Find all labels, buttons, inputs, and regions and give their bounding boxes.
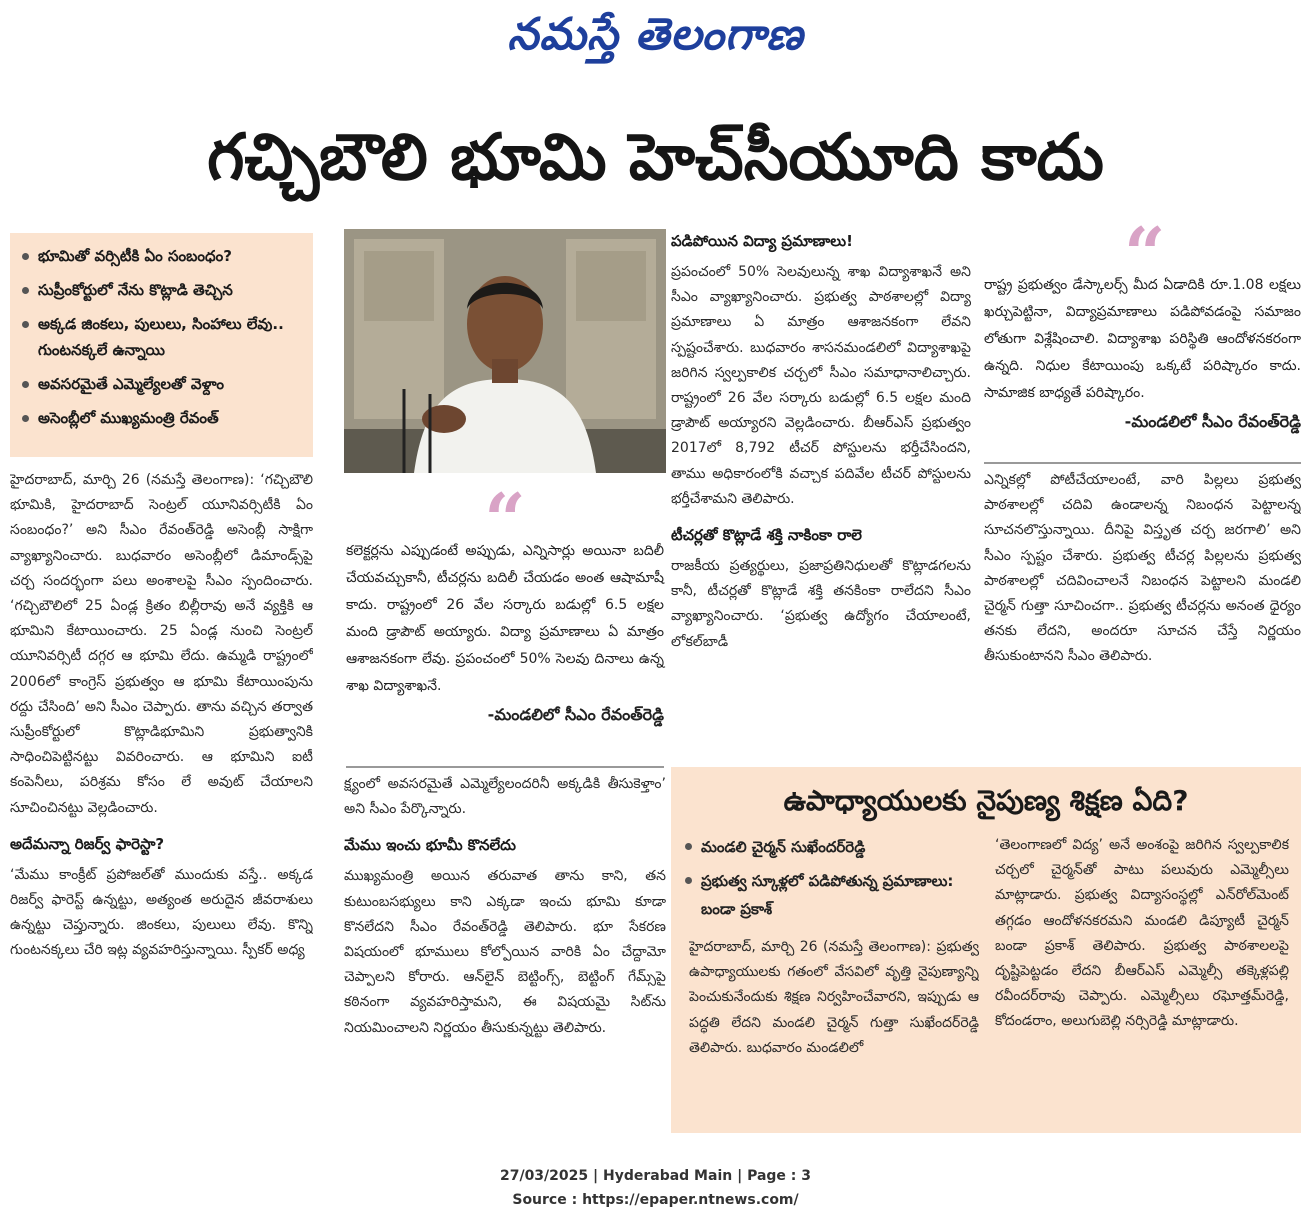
- article-headline: గచ్చిబౌలి భూమి హెచ్‌సీయూది కాదు: [207, 121, 1104, 195]
- source-link: Source : https://epaper.ntnews.com/: [512, 1192, 799, 1208]
- sub-article-bullet: [681, 833, 981, 861]
- newspaper-masthead: నమస్తే తెలంగాణ: [507, 9, 804, 60]
- pull-quote-1: [346, 477, 664, 772]
- edition-info: 27/03/2025 | Hyderabad Main | Page : 3: [499, 1168, 812, 1184]
- speaker-photo-illustration: [344, 229, 666, 473]
- column-2-paragraph: ముఖ్యమంత్రి అయిన తరువాత తాను కాని, తన కుటుంబసభ్యులు కాని ఎక్కడా ఇంచు భూమి కూడా కొనలేదని సీఎం రేవంత్‌రెడ్డి తెలిపారు. భూ సేకరణ విషయంలో భూములు కోల్పోయిన వారికి ఏం చేద్దామో చెప్పాలని కోరారు. ఆన్‌లైన్ బెట్టింగ్స్, బెట్టింగ్ గేమ్స్‌పై కఠినంగా వ్యవహరిస్తామని, ఈ విషయమై సిట్‌ను నియమించాలని నిర్ణయం తీసుకున్నట్టు తెలిపారు.: [344, 868, 666, 1036]
- divider: [984, 462, 1301, 464]
- quote-text: రాష్ట్ర ప్రభుత్వం డేస్కాలర్స్ మీద ఏడాదికి రూ.1.08 లక్షలు ఖర్చుపెట్టినా, విద్యాప్రమాణాలు పడిపోవడంపై సమాజం లోతుగా విశ్లేషించాలి. విద్యాశాఖ పరిస్థితి ఆందోళనకరంగా ఉన్నది. నిధుల కేటాయింపు ఒక్కటే పరిష్కారం కాదు. సామాజిక బాధ్యతే పరిష్కారం.: [984, 277, 1301, 401]
- sub-article-title: ఉపాధ్యాయులకు నైపుణ్య శిక్షణ ఏది?: [783, 784, 1189, 817]
- sub-article-left-text: హైదరాబాద్, మార్చి 26 (నమస్తే తెలంగాణ): ప్రభుత్వ ఉపాధ్యాయులకు గతంలో వేసవిలో వృత్తి నైపుణ్యాన్ని పెంచుకునేందుకు శిక్షణ నిర్వహించేవారని, ఇప్పుడు ఆ పద్ధతి లేదని మండలి చైర్మన్ గుత్తా సుఖేందర్‌రెడ్డి తెలిపారు. బుధవారం మండలిలో: [689, 939, 979, 1056]
- column-4: [984, 468, 1301, 754]
- highlight-item: భూమితో వర్సిటీకి ఏం సంబంధం?: [18, 243, 305, 269]
- column-3-subhead: టీచర్లతో కొట్లాడే శక్తి నాకింకా రాలె: [671, 526, 862, 545]
- column-1: [10, 468, 313, 1138]
- divider: [346, 766, 664, 768]
- quote-signature: -మండలిలో సీఎం రేవంత్‌రెడ్డి: [1124, 412, 1301, 431]
- highlights-box: [10, 233, 313, 457]
- column-2: [344, 772, 666, 1138]
- column-2-subhead: మేము ఇంచు భూమీ కొనలేదు: [344, 836, 516, 855]
- column-4-paragraph: ఎన్నికల్లో పోటీచేయాలంటే, వారి పిల్లలు ప్రభుత్వ పాఠశాలల్లో చదివి ఉండాలన్న నిబంధన పెట్టాలన్న సూచనలొస్తున్నాయి. దీనిపై విస్తృత చర్చ జరగాలి’ అని సీఎం స్పష్టం చేశారు. ప్రభుత్వ టీచర్ల పిల్లలను ప్రభుత్వ పాఠశాలల్లో చదివించాలనే నిబంధన పెట్టాలని మండలి చైర్మన్ గుత్తా సూచించగా.. ప్రభుత్వ టీచర్లను అనంత ధైర్యం తనకు లేదని, అందరూ సూచన చేస్తే నిర్ణయం తీసుకుంటానని సీఎం తెలిపారు.: [984, 472, 1301, 665]
- sub-article-bullets: [681, 833, 981, 923]
- sub-article-box: [671, 767, 1301, 1133]
- highlight-item: అవసరమైతే ఎమ్మెల్యేలతో వెళ్దాం: [18, 371, 305, 397]
- highlight-item: అసెంబ్లీలో ముఖ్యమంత్రి రేవంత్: [18, 405, 305, 431]
- column-3: [671, 228, 971, 760]
- column-3-paragraph: ప్రపంచంలో 50% సెలవులున్న శాఖ విద్యాశాఖనే అని సీఎం వ్యాఖ్యానించారు. ప్రభుత్వ పాఠశాలల్లో విద్యా ప్రమాణాలు ఏ మాత్రం ఆశాజనకంగా లేవని స్పష్టంచేశారు. బుధవారం శాసనమండలిలో విద్యాశాఖపై జరిగిన స్వల్పకాలిక చర్చలో సీఎం సమాధానాలిచ్చారు. రాష్ట్రంలో 26 వేల సర్కారు బడుల్లో 6.5 లక్షల మంది డ్రాపౌట్ అయ్యారని వెల్లడించారు. బీఆర్‌ఎస్ ప్రభుత్వం 2017లో 8,792 టీచర్ పోస్టులను భర్తీచేసిందని, తాము అధికారంలోకి వచ్చాక పదివేల టీచర్ పోస్టులను భర్తీచేశామని తెలిపారు.: [671, 264, 971, 507]
- sub-article-bullet-text: ప్రభుత్వ స్కూళ్లలో పడిపోతున్న ప్రమాణాలు: బండా ప్రకాశ్: [701, 872, 954, 918]
- column-1-paragraph: హైదరాబాద్, మార్చి 26 (నమస్తే తెలంగాణ): ‘గచ్చిబౌలి భూమికి, హైదరాబాద్ సెంట్రల్ యూనివర్సిటీకి ఏం సంబంధం?’ అని సీఎం రేవంత్‌రెడ్డి అసెంబ్లీ సాక్షిగా వ్యాఖ్యానించారు. బుధవారం అసెంబ్లీలో డిమాండ్స్‌పై చర్చ సందర్భంగా పలు అంశాలపై సీఎం స్పందించారు. ‘గచ్చిబౌలిలో 25 ఏండ్ల క్రితం బిల్లీరావు అనే వ్యక్తికి ఆ భూమిని కేటాయించారు. 25 ఏండ్ల నుంచి సెంట్రల్ యూనివర్సిటీ దగ్గర ఆ భూమి లేదు. ఉమ్మడి రాష్ట్రంలో 2006లో కాంగ్రెస్ ప్రభుత్వం ఆ భూమి కేటాయింపును రద్దు చేసింది’ అని సీఎం చెప్పారు. తాను వచ్చిన తర్వాత సుప్రీంకోర్టులో కొట్లాడిభూమిని ప్రభుత్వానికి సాధించిపెట్టినట్టు వివరించారు. ఆ భూమిని ఐటీ కంపెనీలు, పరిశ్రమ కోసం లే అవుట్ చేయాలని సూచించినట్టు వెల్లడించారు.: [10, 472, 313, 816]
- speaker-photo: [344, 229, 666, 473]
- quote-signature: -మండలిలో సీఎం రేవంత్‌రెడ్డి: [487, 705, 664, 724]
- highlight-item: అక్కడ జింకలు, పులులు, సింహాలు లేవు.. గుంటనక్కలే ఉన్నాయి: [18, 311, 305, 363]
- highlight-item: సుప్రీంకోర్టులో నేను కొట్లాడి తెచ్చిన: [18, 277, 305, 303]
- quote-text: కలెక్టర్లను ఎప్పుడంటే అప్పుడు, ఎన్నిసార్లు అయినా బదిలీ చేయవచ్చుకానీ, టీచర్లను బదిలీ చేయడం అంత ఆషామాషీ కాదు. రాష్ట్రంలో 26 వేల సర్కారు బడుల్లో 6.5 లక్షల మంది డ్రాపౌట్ అయ్యారు. విద్యా ప్రమాణాలు ఏ మాత్రం ఆశాజనకంగా లేవు. ప్రపంచంలో 50% సెలవు దినాలు ఉన్న శాఖ విద్యాశాఖనే.: [346, 543, 664, 694]
- column-3-subhead: పడిపోయిన విద్యా ప్రమాణాలు!: [671, 232, 853, 250]
- column-2-paragraph: క్ష్యంలో అవసరమైతే ఎమ్మెల్యేలందరినీ అక్కడికి తీసుకెళ్తాం’ అని సీఎం పేర్కొన్నారు.: [344, 776, 666, 818]
- sub-article-right-text: ‘తెలంగాణలో విద్య’ అనే అంశంపై జరిగిన స్వల్పకాలిక చర్చలో చైర్మన్‌తో పాటు పలువురు ఎమ్మెల్సీలు మాట్లాడారు. ప్రభుత్వ విద్యాసంస్థల్లో ఎన్‌రోల్‌మెంట్ తగ్గడం ఆందోళనకరమని మండలి డిప్యూటీ చైర్మన్ బండా ప్రకాశ్ తెలిపారు. ప్రభుత్వ పాఠశాలలపై దృష్టిపెట్టడం లేదని బీఆర్‌ఎస్ ఎమ్మెల్సీ తక్కెళ్లపల్లి రవీందర్‌రావు చెప్పారు. ఎమ్మెల్సీలు రఘోత్తమ్‌రెడ్డి, కోదండరాం, అలుగుబెల్లి నర్సిరెడ్డి మాట్లాడారు.: [995, 837, 1289, 1030]
- quote-mark-icon: “: [484, 477, 526, 562]
- quote-mark-icon: “: [1124, 211, 1166, 296]
- sub-article-bullet: [681, 867, 981, 923]
- column-1-paragraph: ‘మేము కాంక్రీట్ ప్రపోజల్‌తో ముందుకు వస్తే.. అక్కడ రిజర్వ్ ఫారెస్ట్ ఉన్నట్టు, అత్యంత అరుదైన జీవరాశులు ఉన్నట్టు చెప్తున్నారు. జింకలు, పులులు లేవు. కొన్ని గుంటనక్కలు చేరి ఇట్ల వ్యవహరిస్తున్నాయి. స్పీకర్ అధ్య: [10, 866, 313, 959]
- column-1-subhead: అదేమన్నా రిజర్వ్ ఫారెస్టా?: [10, 834, 165, 853]
- sub-article-bullet-text: మండలి చైర్మన్ సుఖేందర్‌రెడ్డి: [701, 838, 866, 856]
- column-3-paragraph: రాజకీయ ప్రత్యర్థులు, ప్రజాప్రతినిధులతో కొట్లాడగలను కానీ, టీచర్లతో కొట్లాడే శక్తి తనకింకా రాలేదని సీఎం వ్యాఖ్యానించారు. ‘ప్రభుత్వ ఉద్యోగం చేయాలంటే, లోకల్‌బాడీ: [671, 558, 971, 650]
- pull-quote-2: [984, 211, 1301, 464]
